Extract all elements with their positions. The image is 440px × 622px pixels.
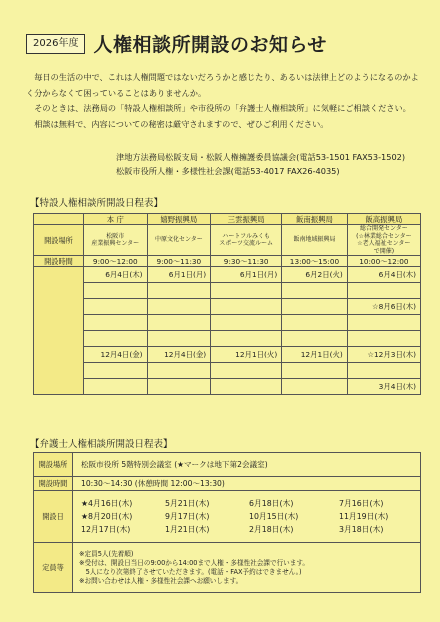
date-cell: 6月4日(木) xyxy=(347,267,420,283)
note-line: ※受付は、開設日当日の9:00から14:00まで人権・多様性社会課で行います。 xyxy=(79,558,310,567)
row-label: 定員等 xyxy=(34,543,73,593)
corner-cell xyxy=(34,214,84,225)
note-line: ※お問い合わせは人権・多様性社会課へお願いします。 xyxy=(79,576,243,585)
contact-city-office: 松阪市役所人権・多様性社会課(電話53-4017 FAX26-4035) xyxy=(116,166,340,176)
table-row xyxy=(34,363,421,379)
note-line: 5人になり次第終了させていただきます。(電話・FAX予約はできません。) xyxy=(79,567,302,576)
column-header: 飯高振興局 xyxy=(347,214,420,225)
table-header-row xyxy=(34,214,421,225)
table-row xyxy=(34,491,421,543)
day-item: 7月16日(木) xyxy=(339,499,384,508)
place-cell: 松阪市 産業振興センター xyxy=(84,225,148,256)
table-row xyxy=(34,283,421,299)
column-header: 飯南振興局 xyxy=(282,214,348,225)
date-cell: 12月1日(火) xyxy=(211,347,282,363)
table-row xyxy=(34,453,421,477)
time-value: 10:30〜14:30 (休憩時間 12:00〜13:30) xyxy=(73,477,421,491)
date-cell: 6月1日(月) xyxy=(147,267,211,283)
day-item: 11月19日(木) xyxy=(339,512,389,521)
page-title: 人権相談所開設のお知らせ xyxy=(93,34,327,56)
days-cell xyxy=(73,491,421,543)
lawyer-consultation-table xyxy=(33,452,421,593)
time-cell: 9:30〜11:30 xyxy=(211,256,282,267)
place-cell: ハートフルみくも スポーツ交流ルーム xyxy=(211,225,282,256)
date-cell: 3月4日(木) xyxy=(347,379,420,395)
note-line: ※定員5人(先着順) xyxy=(79,549,134,558)
day-item: ★4月16日(木) xyxy=(81,499,133,508)
day-item: 10月15日(木) xyxy=(249,512,299,521)
row-label: 開設日 xyxy=(34,491,73,543)
day-item: 3月18日(木) xyxy=(339,525,384,534)
row-label-empty xyxy=(34,267,84,395)
intro-paragraph-3: 相談は無料で、内容についての秘密は厳守されますので、ぜひご利用ください。 xyxy=(34,118,329,129)
date-cell: 6月1日(月) xyxy=(211,267,282,283)
table-row xyxy=(34,331,421,347)
date-cell: 12月4日(金) xyxy=(84,347,148,363)
table-row xyxy=(34,543,421,593)
time-cell: 9:00〜12:00 xyxy=(84,256,148,267)
table-row xyxy=(34,225,421,256)
contact-legal-bureau: 津地方法務局松阪支局・松阪人権擁護委員協議会(電話53-1501 FAX53-1502) xyxy=(116,152,406,162)
intro-text xyxy=(26,70,426,132)
row-label: 開設時間 xyxy=(34,477,73,491)
special-consultation-table xyxy=(33,213,421,395)
day-item: 2月18日(木) xyxy=(249,525,294,534)
column-header: 三雲振興局 xyxy=(211,214,282,225)
section1-title: 【特設人権相談所開設日程表】 xyxy=(30,198,164,209)
header xyxy=(26,30,327,57)
day-item: 9月17日(木) xyxy=(165,512,210,521)
table-row xyxy=(34,256,421,267)
day-item: 6月18日(木) xyxy=(249,499,294,508)
day-item: 1月21日(木) xyxy=(165,525,210,534)
place-cell: 飯南地域振興局 xyxy=(282,225,348,256)
place-cell: 総合開発センター (☆林業総合センター ☆老人福祉センター で開催) xyxy=(347,225,420,256)
date-cell: 6月4日(木) xyxy=(84,267,148,283)
place-value: 松阪市役所 5階特別会議室 (★マークは地下第2会議室) xyxy=(73,453,421,477)
day-item: 5月21日(木) xyxy=(165,499,210,508)
time-cell: 10:00〜12:00 xyxy=(347,256,420,267)
row-label: 開設場所 xyxy=(34,225,84,256)
day-item: ★8月20日(木) xyxy=(81,512,133,521)
time-cell: 9:00〜11:30 xyxy=(147,256,211,267)
notes-cell xyxy=(73,543,421,593)
column-header: 本 庁 xyxy=(84,214,148,225)
row-label: 開設場所 xyxy=(34,453,73,477)
days-grid xyxy=(81,499,419,534)
intro-paragraph-1: 毎日の生活の中で、これは人権問題ではないだろうかと感じたり、あるいは法律上どのようになるのかよく分からなくて困っていることはありませんか。 xyxy=(26,72,419,98)
contacts xyxy=(68,150,418,178)
date-cell: ☆8月6日(木) xyxy=(347,299,420,315)
table-row xyxy=(34,299,421,315)
date-cell: 12月1日(火) xyxy=(282,347,348,363)
table-row xyxy=(34,477,421,491)
table-row xyxy=(34,267,421,283)
intro-paragraph-2: そのときは、法務局の「特設人権相談所」や市役所の「弁護士人権相談所」に気軽にご相談ください。 xyxy=(34,103,411,113)
table-row xyxy=(34,379,421,395)
table-row xyxy=(34,347,421,363)
column-header: 嬉野振興局 xyxy=(147,214,211,225)
row-label: 開設時間 xyxy=(34,256,84,267)
date-cell: 6月2日(火) xyxy=(282,267,348,283)
time-cell: 13:00〜15:00 xyxy=(282,256,348,267)
year-label: 2026年度 xyxy=(26,34,85,54)
date-cell: ☆12月3日(木) xyxy=(347,347,420,363)
place-cell: 中原文化センター xyxy=(147,225,211,256)
table-row xyxy=(34,315,421,331)
date-cell: 12月4日(金) xyxy=(147,347,211,363)
day-item: 12月17日(木) xyxy=(81,525,131,534)
section2-title: 【弁護士人権相談所開設日程表】 xyxy=(30,439,173,450)
